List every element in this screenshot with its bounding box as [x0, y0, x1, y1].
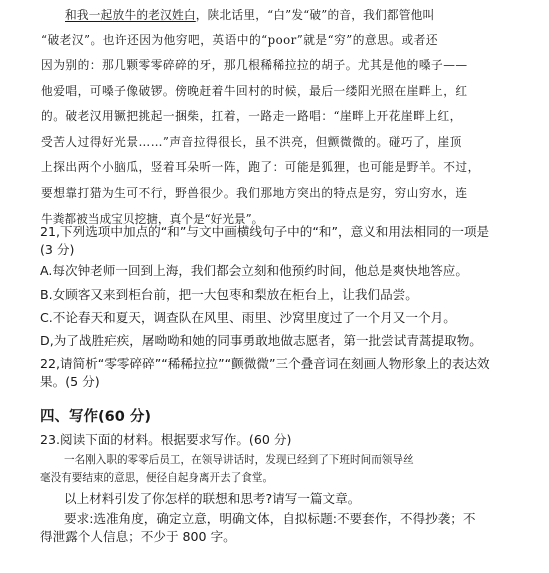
- q21-option-a: A.每次钟老师一回到上海，我们都会立刻和他预约时间，他总是爽快地答应。: [40, 263, 468, 278]
- q22-stem: 22,请简析“零零碎碎”“稀稀拉拉”“颤微微”三个叠音词在刻画人物形象上的表达效: [40, 356, 490, 371]
- material-line: 毫没有要结束的意思，便径自起身离开去了食堂。: [40, 472, 274, 484]
- writing-requirements: 要求:选准角度，确定立意，明确文体，自拟标题:不要套作，不得抄袭；不: [64, 511, 476, 526]
- passage-line: 上探出两个小脑瓜，竖着耳朵听一阵，跑了：可能是狐狸，也可能是野羊。不过，: [41, 160, 480, 174]
- section-heading: 四、写作(60 分): [40, 409, 151, 425]
- q21-points: (3 分): [40, 242, 75, 257]
- writing-prompt: 以上材料引发了你怎样的联想和思考?请写一篇文章。: [64, 491, 361, 506]
- q21-stem: 21,下列选项中加点的“和”与文中画横线句子中的“和”，意义和用法相同的一项是: [40, 224, 490, 239]
- passage-line-1: [65, 10, 434, 22]
- q22-stem-cont: 果。(5 分): [40, 374, 100, 389]
- q23-stem: 23.阅读下面的材料。根据要求写作。(60 分): [40, 432, 292, 447]
- passage-line: 因为别的：那几颗零零碎碎的牙，那几根稀稀拉拉的胡子。尤其是他的嗓子——: [41, 58, 468, 72]
- passage-line: 牛粪都被当成宝贝挖搪，真个是“好光景”。: [41, 212, 264, 226]
- q21-option-b: B.女顾客又来到柜台前，把一大包枣和梨放在柜台上，让我们品尝。: [40, 287, 418, 302]
- passage-line: 他爱唱，可嗓子像破锣。傍晚赶着牛回村的时候，最后一缕阳光照在崖畔上，红: [41, 84, 468, 98]
- passage-line: 的。破老汉用镢把挑起一捆柴，扛着，一路走一路唱：“崖畔上开花崖畔上红，: [41, 109, 462, 123]
- passage-line-1-rest: ，陕北话里，“白”发“破”的音，我们都管他叫: [195, 8, 435, 22]
- underlined-sentence: 和我一起放牛的老汉姓白: [65, 8, 196, 22]
- q21-option-d: D,为了战胜疟疾，屠呦呦和她的同事勇敢地做志愿者，第一批尝试青蒿提取物。: [40, 333, 482, 348]
- passage-line: 要想靠打猎为生可不行，野兽很少。我们那地方突出的特点是穷，穷山穷水，连: [41, 186, 468, 200]
- passage-line: “破老汉”。也许还因为他穷吧，英语中的“poor”就是“穷”的意思。或者还: [41, 33, 439, 47]
- material-line: 一名刚入职的零零后员工，在领导讲话时，发现已经到了下班时间而领导丝: [64, 454, 414, 466]
- q21-option-c: C.不论春天和夏天，调查队在风里、雨里、沙窝里度过了一个月又一个月。: [40, 310, 456, 325]
- writing-requirements-cont: 得泄露个人信息；不少于 800 字。: [40, 529, 236, 544]
- passage-line: 受苦人过得好光景……”声音拉得很长，虽不洪亮，但颤微微的。碰巧了，崖顶: [41, 135, 462, 149]
